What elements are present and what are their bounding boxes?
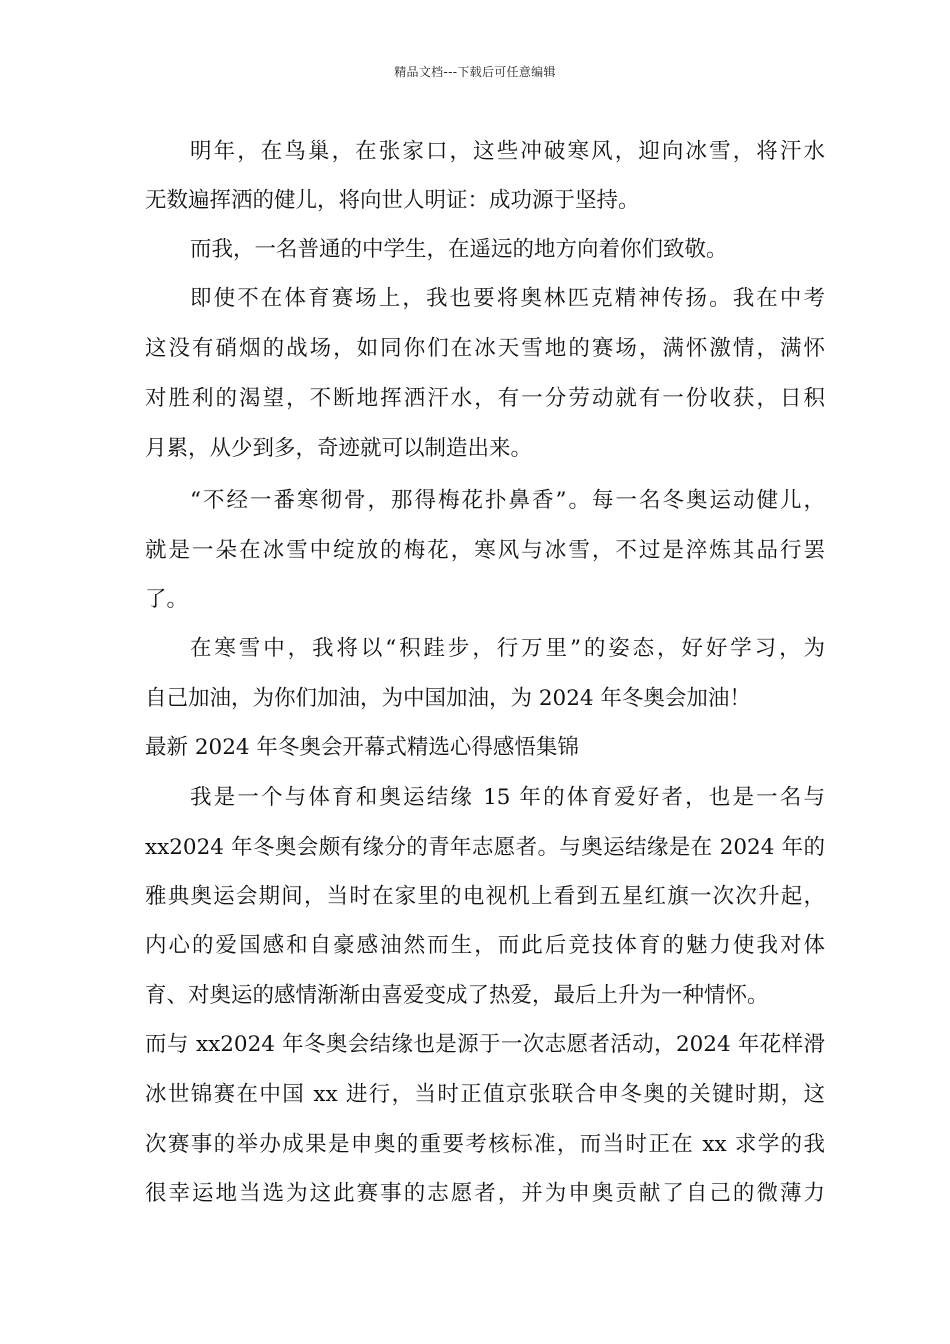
text-line: 这没有硝烟的战场，如同你们在冰天雪地的赛场，满怀激情，满怀 <box>145 336 825 361</box>
section-heading: 最新 2024 年冬奥会开幕式精选心得感悟集锦 <box>145 735 579 760</box>
text-line: 即使不在体育赛场上，我也要将奥林匹克精神传扬。我在中考 <box>190 286 825 311</box>
text-line: 在寒雪中，我将以“积跬步，行万里”的姿态，好好学习，为 <box>190 636 825 661</box>
text-line: 而我，一名普通的中学生，在遥远的地方向着你们致敬。 <box>190 237 728 262</box>
text-line: 明年，在鸟巢，在张家口，这些冲破寒风，迎向冰雪，将汗水 <box>190 139 825 164</box>
text-line: 次赛事的举办成果是申奥的重要考核标准，而当时正在 xx 求学的我 <box>145 1132 825 1157</box>
text-line: 内心的爱国感和自豪感油然而生，而此后竞技体育的魅力使我对体 <box>145 933 825 958</box>
text-line: 就是一朵在冰雪中绽放的梅花，寒风与冰雪，不过是淬炼其品行罢 <box>145 538 825 563</box>
text-line: xx2024 年冬奥会颇有缘分的青年志愿者。与奥运结缘是在 2024 年的 <box>145 835 825 860</box>
text-line: 育、对奥运的感情渐渐由喜爱变成了热爱，最后上升为一种情怀。 <box>145 983 769 1008</box>
text-line: 对胜利的渴望，不断地挥洒汗水，有一分劳动就有一份收获，日积 <box>145 386 825 411</box>
text-line: 了。 <box>145 587 189 612</box>
text-line: 冰世锦赛在中国 xx 进行，当时正值京张联合申冬奥的关键时期，这 <box>145 1082 825 1107</box>
text-line: 而与 xx2024 年冬奥会结缘也是源于一次志愿者活动，2024 年花样滑 <box>145 1032 825 1057</box>
text-line: 雅典奥运会期间，当时在家里的电视机上看到五星红旗一次次升起， <box>145 884 825 909</box>
text-line: 我是一个与体育和奥运结缘 15 年的体育爱好者，也是一名与 <box>190 785 825 810</box>
text-line: 无数遍挥洒的健儿，将向世人明证：成功源于坚持。 <box>145 188 640 213</box>
text-line: 很幸运地当选为这此赛事的志愿者，并为申奥贡献了自己的微薄力 <box>145 1181 825 1206</box>
text-line: 月累，从少到多，奇迹就可以制造出来。 <box>145 436 533 461</box>
text-line: “不经一番寒彻骨，那得梅花扑鼻香”。每一名冬奥运动健儿， <box>190 488 825 513</box>
text-line: 自己加油，为你们加油，为中国加油，为 2024 年冬奥会加油！ <box>145 686 751 711</box>
page-header: 精品文档---下载后可任意编辑 <box>394 65 556 79</box>
